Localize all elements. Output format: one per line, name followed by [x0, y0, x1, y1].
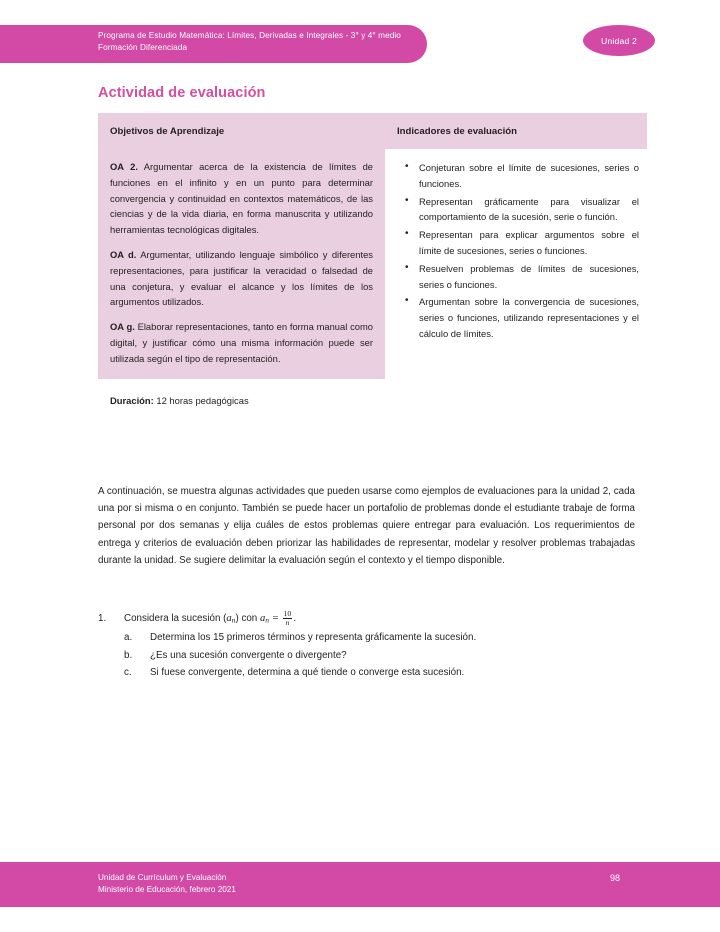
- subitem-letter: b.: [124, 649, 133, 661]
- list-item: [124, 647, 638, 665]
- subitem-text: Determina los 15 primeros términos y representa gráficamente la sucesión.: [150, 632, 477, 644]
- list-item: • Argumentan sobre la convergencia de sucesiones, series o funciones, utilizando representaciones y el cálculo de límites.: [419, 294, 639, 341]
- objetivo-oa2-text: Argumentar acerca de la existencia de límites de funciones en el infinito y en un punto para determinar convergencia y continuidad en contextos matemáticos, de las ciencias y de la vida diaria, en forma manuscrita y utilizando herramientas tecnológicas digitales.: [110, 161, 374, 236]
- list-item: • Conjeturan sobre el límite de sucesiones, series o funciones.: [419, 160, 639, 192]
- exercise-stem-before: Considera la sucesión (: [124, 613, 227, 625]
- term-subscript: n: [265, 615, 270, 625]
- column-header-indicadores: Indicadores de evaluación: [385, 113, 647, 149]
- sequence-subscript: n: [231, 615, 236, 625]
- duracion-value: 12 horas pedagógicas: [153, 394, 249, 406]
- objetivo-oag-code: OA g.: [110, 321, 135, 333]
- subitem-letter: c.: [124, 667, 132, 679]
- unit-badge: [583, 25, 655, 56]
- subitem-text: Si fuese convergente, determina a qué tiende o converge esta sucesión.: [150, 667, 465, 679]
- header-title-line-2: Formación Diferenciada: [98, 42, 188, 52]
- equals-sign: =: [269, 613, 282, 625]
- objetivos-block: [98, 149, 385, 379]
- objetivo-oa2-code: OA 2.: [110, 161, 138, 172]
- objetivo-oad: [110, 247, 373, 310]
- header-title-line-1: Programa de Estudio Matemática: Límites, Derivadas e Integrales - 3° y 4° medio: [98, 31, 401, 40]
- objetivo-oag-text: Elaborar representaciones, tanto en forma manual como digital, y justificar cómo una misma información puede ser utilizada según el tipo de representación.: [110, 321, 374, 364]
- intro-paragraph: A continuación, se muestra algunas actividades que pueden usarse como ejemplos de evaluaciones para la unidad 2, cada una por si misma o en conjunto. También se puede hacer un portafolio de problemas donde el estudiante trabaje de forma personal por dos semanas y elija cuáles de estos problemas quiere entregar para evaluación. Los requerimientos de entrega y criterios de evaluación deben priorizar las habilidades de representar, modelar y resolver problemas trabajadas durante la unidad. Se sugiere delimitar la evaluación según el contexto y el tiempo disponible.: [98, 486, 635, 566]
- page-number: 98: [609, 873, 620, 883]
- exercise-stem: [98, 610, 638, 629]
- header-band: [0, 25, 427, 63]
- exercise-stem-mid: ) con: [235, 613, 260, 625]
- fraction-denominator: n: [283, 618, 293, 627]
- term-base: a: [259, 613, 266, 625]
- page-title: Actividad de evaluación: [98, 85, 266, 101]
- list-item: [124, 664, 638, 682]
- objetivo-oa2: [110, 159, 373, 238]
- duracion-label: Duración:: [110, 394, 154, 406]
- table-body-row: [98, 149, 647, 420]
- sequence-base: a: [226, 613, 232, 625]
- exercise-subitems: [124, 629, 638, 682]
- list-item: • Representan gráficamente para visualizar el comportamiento de la sucesión, serie o función.: [419, 194, 639, 226]
- fraction-numerator: 10: [283, 609, 292, 618]
- objetivo-oad-code: OA d.: [110, 248, 137, 260]
- subitem-text: ¿Es una sucesión convergente o divergente?: [150, 649, 347, 661]
- objetivo-oag: [110, 319, 373, 366]
- indicadores-list: [385, 149, 647, 354]
- duracion-row: [98, 379, 385, 420]
- term-symbol: [260, 613, 269, 624]
- unit-badge-label: Unidad 2: [600, 35, 637, 46]
- exercise-stem-after: .: [293, 613, 297, 625]
- exercise-block: [98, 610, 638, 682]
- footer-line-1: Unidad de Currículum y Evaluación: [98, 873, 227, 882]
- column-header-objetivos: Objetivos de Aprendizaje: [98, 113, 385, 149]
- objectives-indicators-table: [98, 113, 647, 420]
- footer-text: [98, 872, 236, 895]
- exercise-number: 1.: [98, 613, 107, 625]
- fraction: [283, 610, 293, 627]
- list-item: [124, 629, 638, 647]
- objetivo-oad-text: Argumentar, utilizando lenguaje simbólico y diferentes representaciones, para justificar la veracidad o falsedad de una conjetura, y evaluar el alcance y los límites de los argumentos utilizados.: [110, 248, 373, 308]
- list-item: • Representan para explicar argumentos sobre el límite de sucesiones, series o funciones.: [419, 227, 639, 259]
- footer-line-2: Ministerio de Educación, febrero 2021: [98, 884, 236, 894]
- list-item: • Resuelven problemas de límites de sucesiones, series o funciones.: [419, 261, 639, 293]
- exercise-stem-text: [124, 610, 638, 629]
- objetivos-cell: [98, 149, 385, 420]
- table-header-row: [98, 113, 647, 149]
- indicadores-cell: [385, 149, 647, 420]
- subitem-letter: a.: [124, 632, 133, 644]
